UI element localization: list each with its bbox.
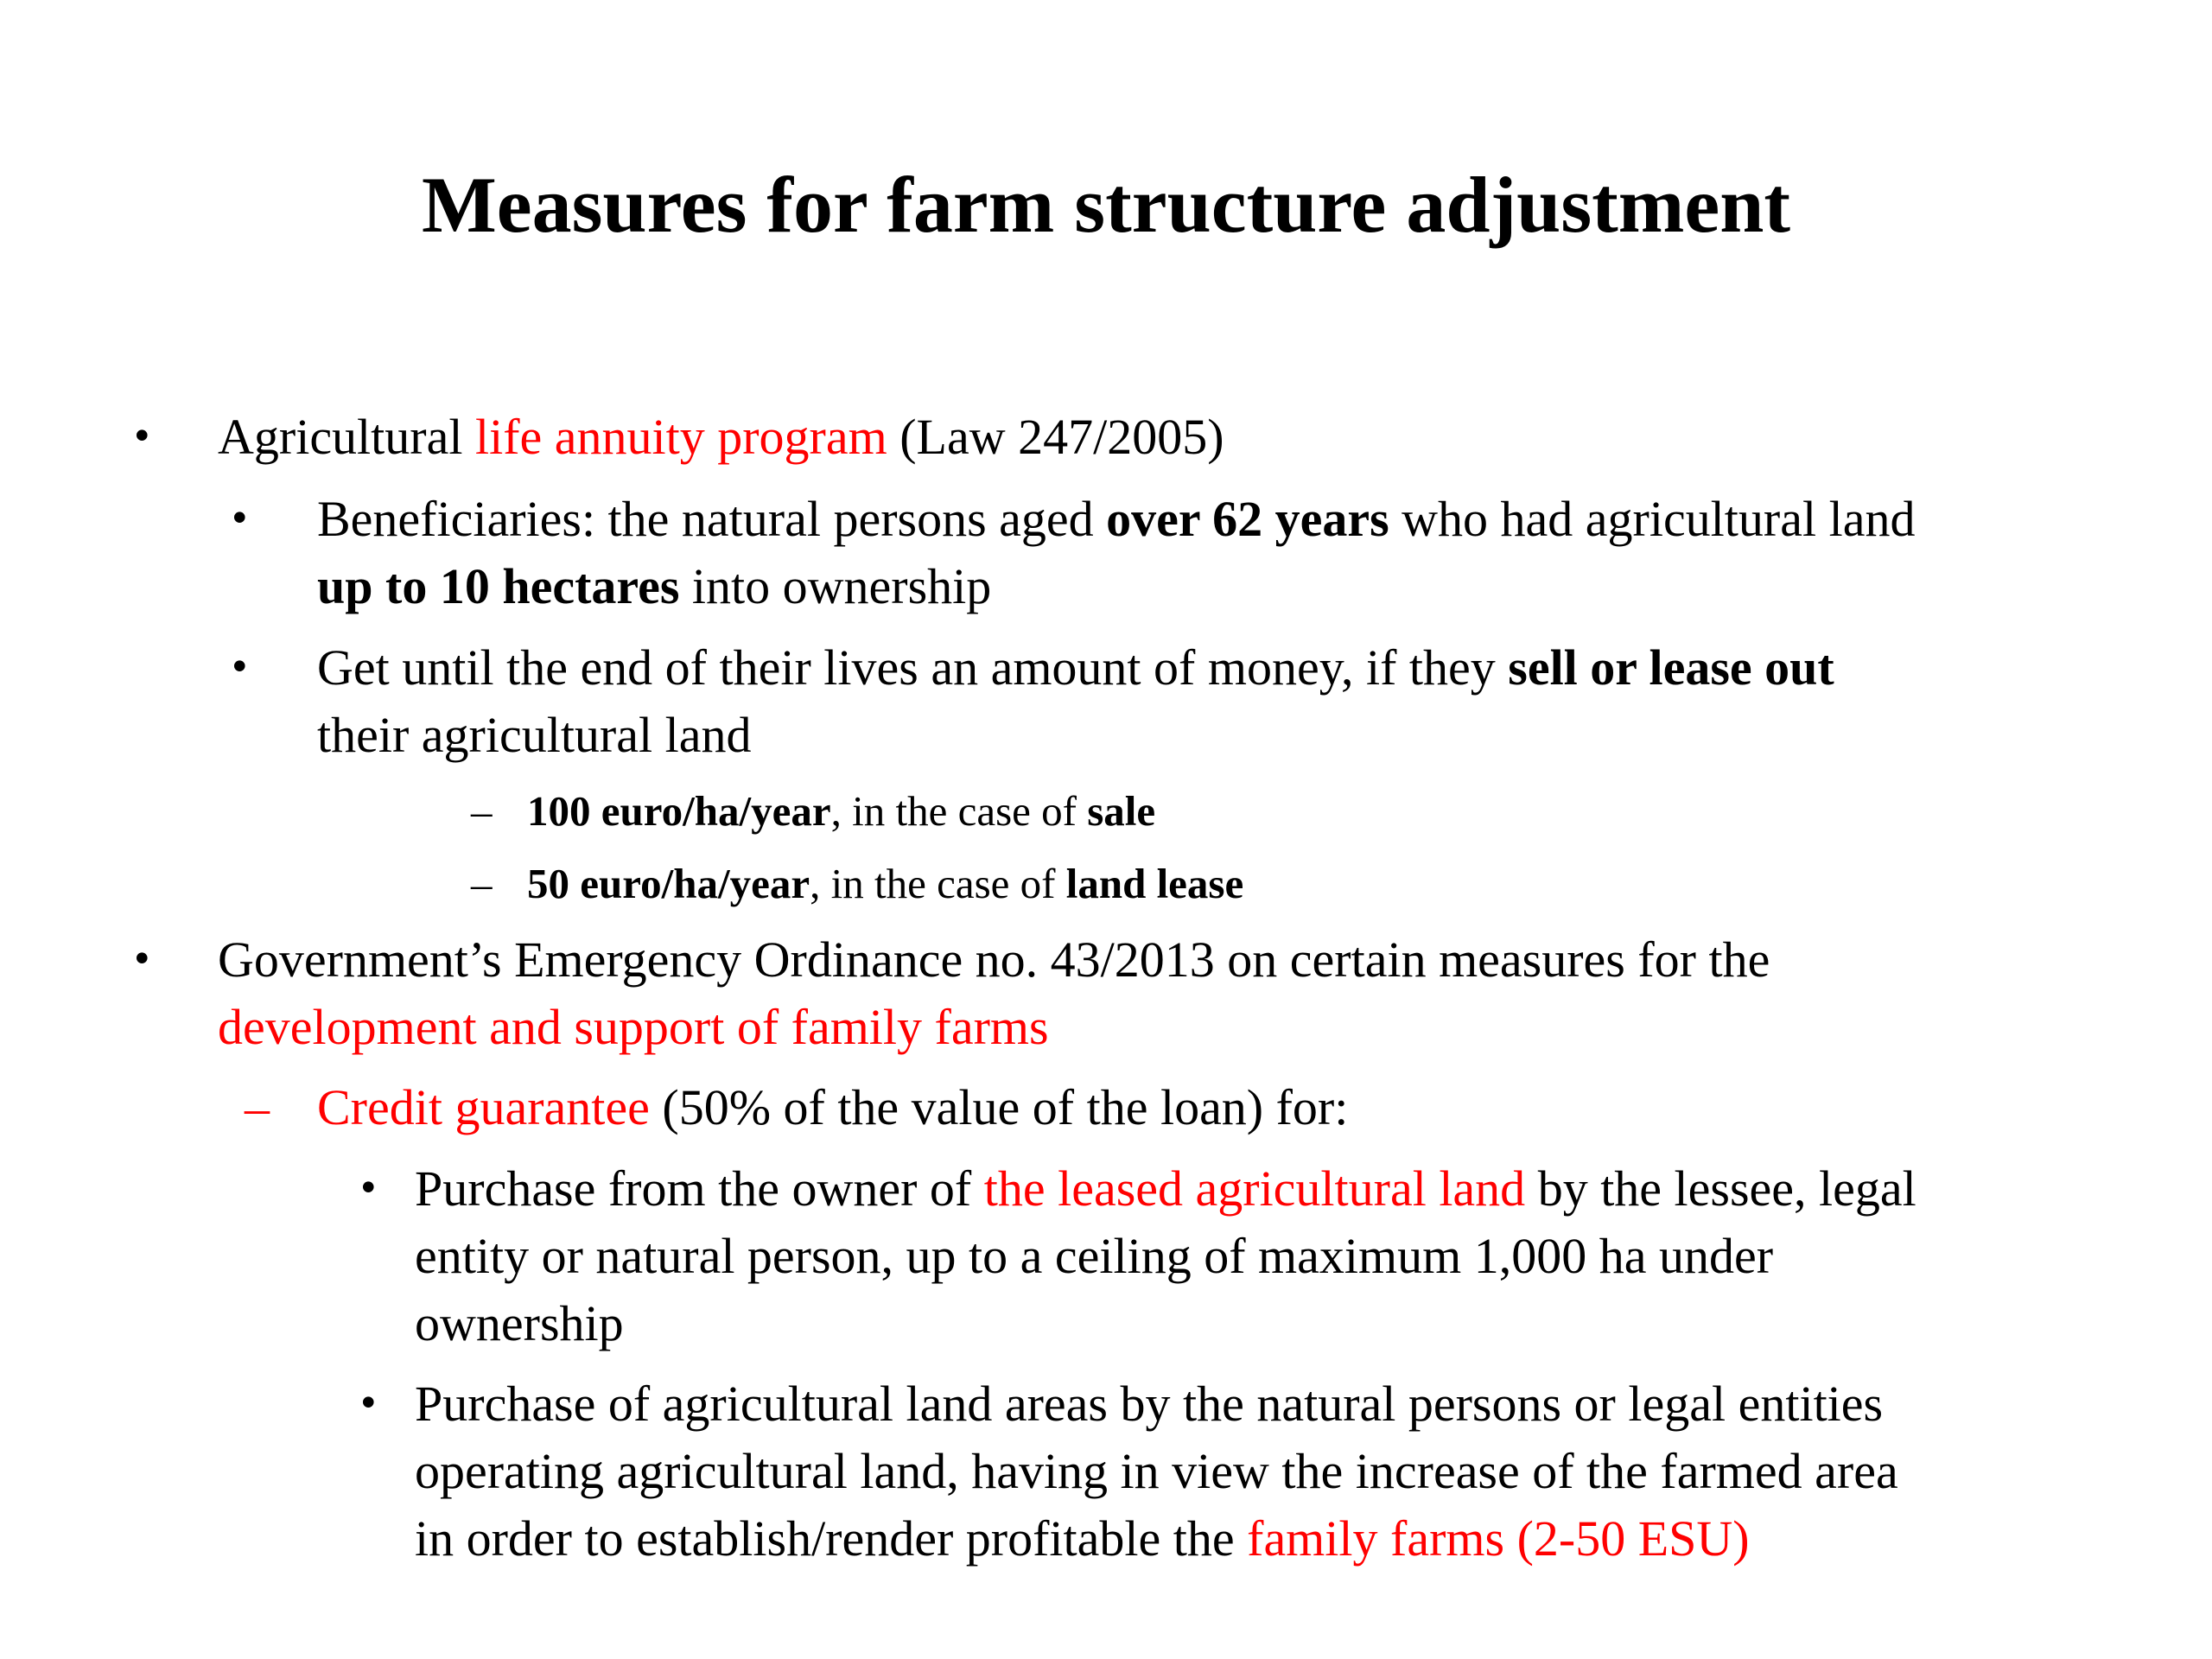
text-run: by the lessee, legal [1525,1160,1916,1217]
slide-title: Measures for farm structure adjustment [421,161,1791,249]
bullet-lifetime-money-line-1 [317,634,1834,702]
text-run: Purchase from the owner of [415,1160,984,1217]
bold-land-lease: land lease [1065,860,1244,907]
bullet-icon: • [232,493,248,543]
bullet-beneficiaries-line-1 [317,486,1915,553]
bold-50-euro: 50 euro/ha/year [527,860,810,907]
bullet-icon: • [134,933,150,983]
bold-sell-or-lease-out: sell or lease out [1508,639,1834,696]
text-run: (50% of the value of the loan) for: [649,1079,1349,1135]
bullet-purchase-areas-line-3 [415,1505,1750,1573]
bullet-ordinance-line-2: development and support of family farms [218,999,1049,1055]
highlight-leased-land: the leased agricultural land [983,1160,1526,1217]
dash-item-sale [527,781,1155,842]
bullet-ordinance-line-1: Government’s Emergency Ordinance no. 43/2013 on certain measures for the [218,931,1770,988]
bullet-purchase-owner-line-3: ownership [415,1295,624,1351]
dash-item-lease [527,854,1243,914]
bold-sale: sale [1087,787,1156,835]
bullet-purchase-areas-line-2: operating agricultural land, having in view the increase of the farmed area [415,1443,1898,1499]
bullet-lifetime-money-line-2: their agricultural land [317,707,752,763]
dash-icon: – [471,860,493,907]
bold-up-to-10-hectares: up to 10 hectares [317,558,680,614]
bold-over-62-years: over 62 years [1106,491,1389,547]
bullet-icon: • [360,1162,377,1212]
bullet-beneficiaries-line-2 [317,553,991,620]
bullet-purchase-owner-line-1 [415,1155,1916,1223]
bullet-purchase-owner-line-2: entity or natural person, up to a ceiling of maximum 1,000 ha under [415,1228,1774,1284]
text-run: Beneficiaries: the natural persons aged [317,491,1107,547]
bullet-icon: • [134,410,150,461]
dash-item-credit-guarantee [317,1074,1348,1141]
highlight-family-farms-esu: family farms (2-50 ESU) [1247,1510,1750,1567]
text-run: into ownership [679,558,992,614]
bullet-icon: • [360,1377,377,1427]
text-run: , in the case of [810,860,1066,907]
bold-100-euro: 100 euro/ha/year [527,787,831,835]
text-run: who had agricultural land [1389,491,1916,547]
bullet-icon: • [232,641,248,691]
dash-icon: – [471,787,493,835]
text-run: , in the case of [830,787,1088,835]
dash-icon: – [245,1079,270,1135]
highlight-credit-guarantee: Credit guarantee [317,1079,650,1135]
text-run: Get until the end of their lives an amount of money, if they [317,639,1509,696]
bullet-life-annuity [218,404,1224,471]
bullet-purchase-areas-line-1: Purchase of agricultural land areas by the natural persons or legal entities [415,1376,1884,1432]
text-run: (Law 247/2005) [887,409,1224,465]
text-run: Agricultural [218,409,475,465]
text-run: in order to establish/render profitable the [415,1510,1248,1567]
highlight-life-annuity-program: life annuity program [474,409,887,465]
